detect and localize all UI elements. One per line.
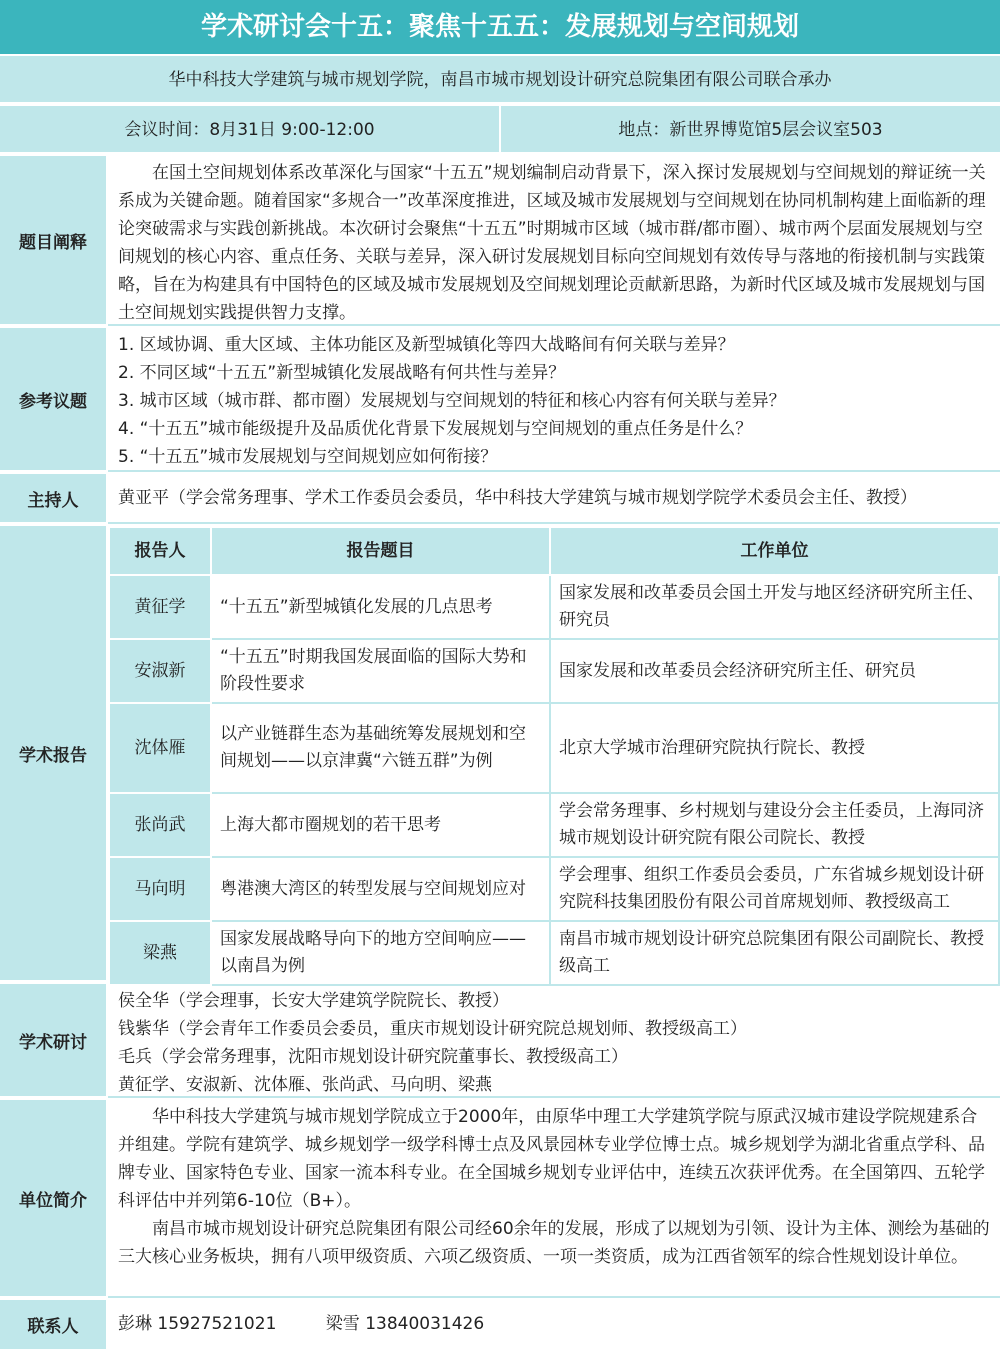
contact-item: 梁雪 13840031426 [325, 1314, 485, 1334]
speaker-name: 梁燕 [109, 921, 211, 985]
unit-label: 单位简介 [0, 1100, 106, 1298]
speaker-name: 安淑新 [109, 639, 211, 703]
host-text: 黄亚平（学会常务理事、学术工作委员会委员，华中科技大学建筑与城市规划学院学术委员会主任、教授） [118, 488, 917, 508]
discussion-section [108, 984, 1000, 1098]
intro-label: 题目阐释 [0, 156, 106, 326]
contact-item: 彭琳 15927521021 [118, 1314, 277, 1334]
header-speaker: 报告人 [109, 527, 211, 575]
discussion-label: 学术研讨 [0, 984, 106, 1098]
contact-section [108, 1300, 1000, 1349]
meeting-place: 地点：新世界博览馆5层会议室503 [618, 120, 883, 140]
table-row [109, 793, 999, 857]
meeting-info [0, 106, 1000, 154]
report-topic: 国家发展战略导向下的地方空间响应——以南昌为例 [211, 921, 550, 985]
unit-para: 华中科技大学建筑与城市规划学院成立于2000年，由原华中理工大学建筑学院与原武汉城市建设学院规建系合并组建。学院有建筑学、城乡规划学一级学科博士点及风景园林专业学位博士点。城乡规划学为湖北省重点学科、品牌专业、国家特色专业、国家一流本科专业。在全国城乡规划专业评估中，连续五次获评优秀。在全国第四、五轮学科评估中并列第6-10位（B+）。 [118, 1107, 985, 1211]
table-row [109, 575, 999, 639]
topic-item: 4. “十五五”城市能级提升及品质优化背景下发展规划与空间规划的重点任务是什么？ [118, 419, 753, 439]
discussant: 侯全华（学会理事，长安大学建筑学院院长、教授） [118, 991, 509, 1011]
table-row [109, 703, 999, 793]
reports-table [108, 526, 1000, 986]
speaker-org: 学会常务理事、乡村规划与建设分会主任委员，上海同济城市规划设计研究院有限公司院长、教授 [550, 793, 999, 857]
intro-text: 在国土空间规划体系改革深化与国家“十五五”规划编制启动背景下，深入探讨发展规划与空间规划的辩证统一关系成为关键命题。随着国家“多规合一”改革深度推进，区域及城市发展规划与空间规划在协同机制构建上面临新的理论突破需求与实践创新挑战。本次研讨会聚焦“十五五”时期城市区域（城市群/都市圈）、城市两个层面发展规划与空间规划的核心内容、重点任务、关联与差异，深入研讨发展规划目标向空间规划有效传导与落地的衔接机制与实践策略，旨在为构建具有中国特色的区域及城市发展规划及空间规划理论贡献新思路，为新时代区域及城市发展规划与国土空间规划实践提供智力支撑。 [118, 163, 986, 323]
organizers: 华中科技大学建筑与城市规划学院，南昌市城市规划设计研究总院集团有限公司联合承办 [0, 56, 1000, 104]
speaker-org: 北京大学城市治理研究院执行院长、教授 [550, 703, 999, 793]
discussant: 毛兵（学会常务理事，沈阳市规划设计研究院董事长、教授级高工） [118, 1047, 628, 1067]
topics-section [108, 328, 1000, 472]
topic-item: 2. 不同区域“十五五”新型城镇化发展战略有何共性与差异？ [118, 363, 566, 383]
topic-item: 3. 城市区域（城市群、都市圈）发展规划与空间规划的特征和核心内容有何关联与差异？ [118, 391, 786, 411]
page-title: 学术研讨会十五：聚焦十五五：发展规划与空间规划 [0, 0, 1000, 54]
report-topic: 上海大都市圈规划的若干思考 [211, 793, 550, 857]
discussant: 黄征学、安淑新、沈体雁、张尚武、马向明、梁燕 [118, 1075, 492, 1095]
contact-label: 联系人 [0, 1300, 106, 1349]
table-row [109, 857, 999, 921]
host-label: 主持人 [0, 474, 106, 524]
reports-header-row [109, 527, 999, 575]
header-topic: 报告题目 [211, 527, 550, 575]
intro-section [108, 156, 1000, 326]
speaker-org: 学会理事、组织工作委员会委员，广东省城乡规划设计研究院科技集团股份有限公司首席规划师、教授级高工 [550, 857, 999, 921]
reports-label: 学术报告 [0, 526, 106, 982]
speaker-name: 黄征学 [109, 575, 211, 639]
table-row [109, 639, 999, 703]
speaker-name: 马向明 [109, 857, 211, 921]
topics-label: 参考议题 [0, 328, 106, 472]
meeting-time: 会议时间：8月31日 9:00-12:00 [0, 106, 501, 152]
report-topic: “十五五”新型城镇化发展的几点思考 [211, 575, 550, 639]
host-section [108, 474, 1000, 524]
speaker-name: 沈体雁 [109, 703, 211, 793]
table-row [109, 921, 999, 985]
topic-item: 5. “十五五”城市发展规划与空间规划应如何衔接？ [118, 447, 498, 467]
report-topic: 粤港澳大湾区的转型发展与空间规划应对 [211, 857, 550, 921]
discussant: 钱紫华（学会青年工作委员会委员，重庆市规划设计研究院总规划师、教授级高工） [118, 1019, 747, 1039]
speaker-org: 国家发展和改革委员会经济研究所主任、研究员 [550, 639, 999, 703]
speaker-org: 南昌市城市规划设计研究总院集团有限公司副院长、教授级高工 [550, 921, 999, 985]
speaker-name: 张尚武 [109, 793, 211, 857]
report-topic: 以产业链群生态为基础统筹发展规划和空间规划——以京津冀“六链五群”为例 [211, 703, 550, 793]
report-topic: “十五五”时期我国发展面临的国际大势和阶段性要求 [211, 639, 550, 703]
topic-item: 1. 区域协调、重大区域、主体功能区及新型城镇化等四大战略间有何关联与差异？ [118, 335, 735, 355]
header-org: 工作单位 [550, 527, 999, 575]
speaker-org: 国家发展和改革委员会国土开发与地区经济研究所主任、研究员 [550, 575, 999, 639]
unit-para: 南昌市城市规划设计研究总院集团有限公司经60余年的发展，形成了以规划为引领、设计为主体、测绘为基础的三大核心业务板块，拥有八项甲级资质、六项乙级资质、一项一类资质，成为江西省领军的综合性规划设计单位。 [118, 1219, 990, 1267]
unit-section [108, 1100, 1000, 1298]
